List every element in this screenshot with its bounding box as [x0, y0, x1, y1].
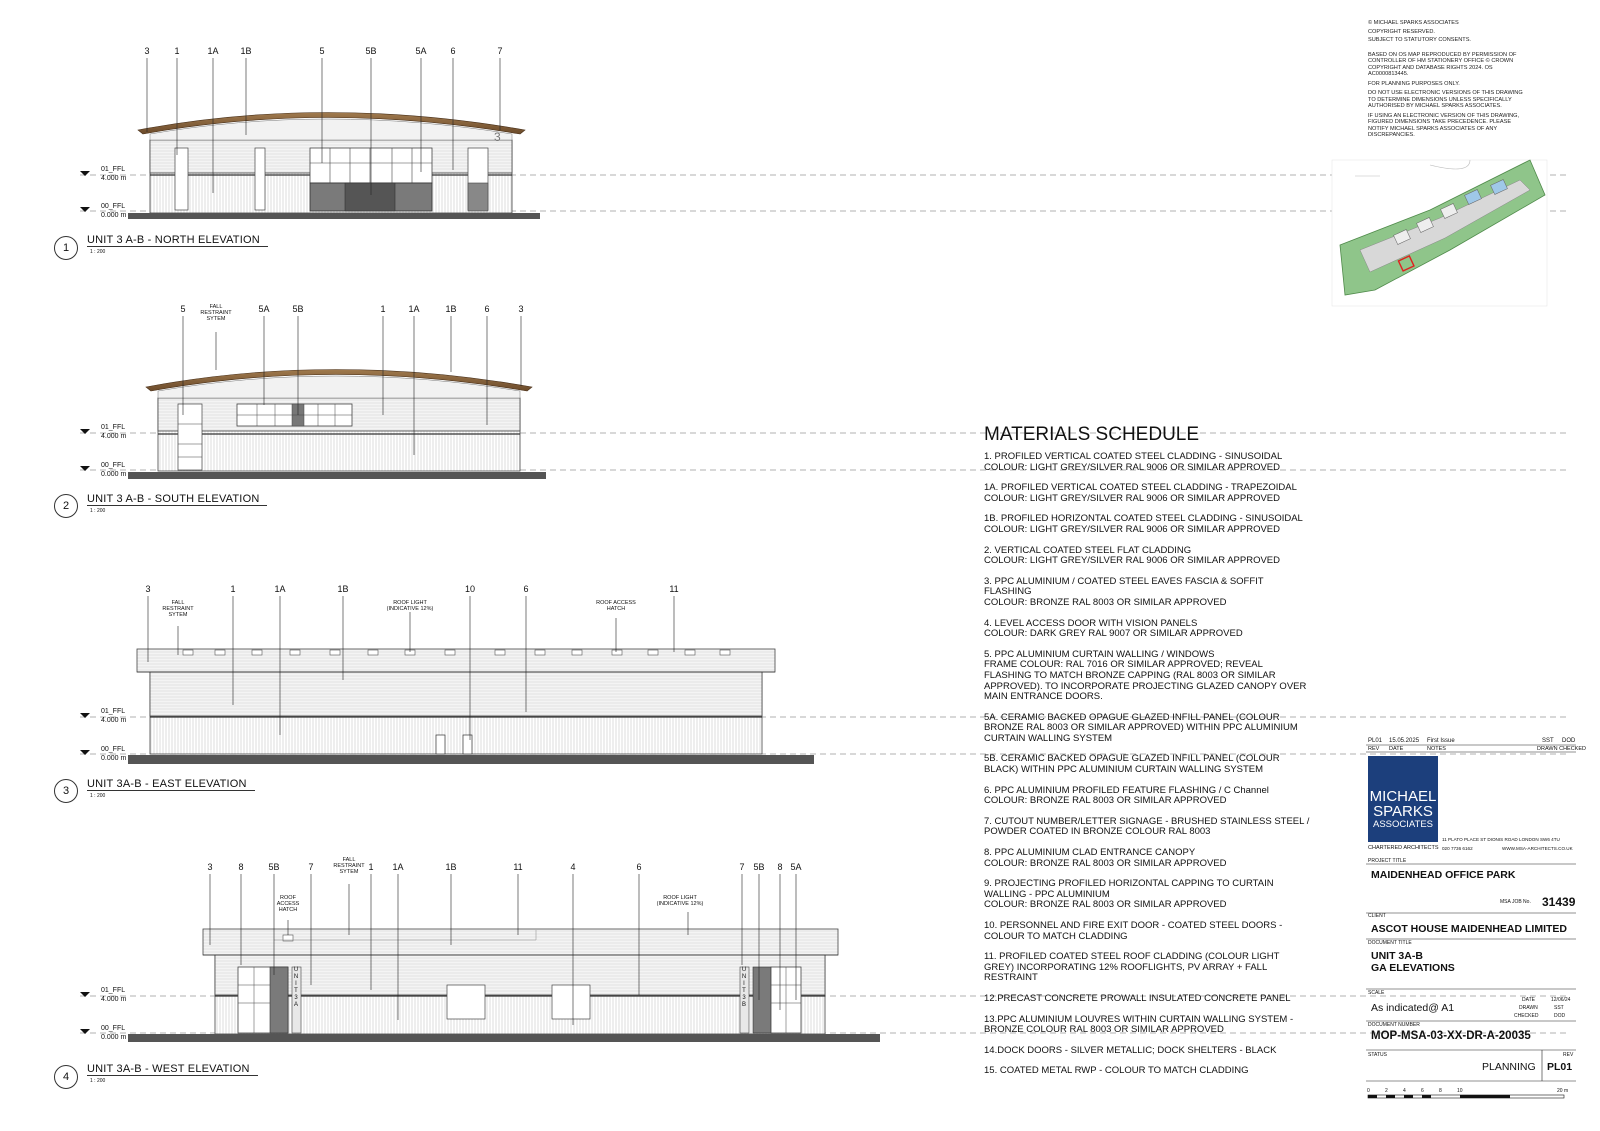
revision-header-notes: NOTES — [1427, 746, 1446, 752]
callout: 11 — [513, 862, 523, 872]
status-label: STATUS — [1368, 1052, 1387, 1058]
callout: 7 — [739, 862, 745, 872]
callout: 8 — [238, 862, 244, 872]
level-value: 4.000 m — [101, 717, 127, 724]
checked-by: DOD — [1554, 1013, 1566, 1019]
callout: 3 — [145, 584, 151, 594]
material-item: 5B. CERAMIC BACKED OPAGUE GLAZED INFILL PANEL (COLOUR BLACK) WITHIN PPC ALUMINIUM CURTAIN WALLING SYSTEM — [984, 753, 1280, 776]
material-item: 8. PPC ALUMINIUM CLAD ENTRANCE CANOPY COLOUR: BRONZE RAL 8003 OR SIMILAR APPROVED — [984, 847, 1227, 869]
level-value: 0.000 m — [101, 755, 127, 762]
office-website: WWW.MSA-ARCHITECTS.CO.UK — [1502, 846, 1573, 851]
scale-bar-tick: 20 m — [1557, 1088, 1569, 1094]
material-item: 5A. CERAMIC BACKED OPAGUE GLAZED INFILL PANEL (COLOUR BRONZE RAL 8003 OR SIMILAR APPROVED) WITHIN PPC ALUMINIUM CURTAIN WALLING SYSTEM — [984, 711, 1298, 744]
callout: 8 — [777, 862, 783, 872]
callout: 3 — [144, 46, 150, 56]
rev-label: REV — [1563, 1052, 1574, 1058]
annotation-note: FALL RESTRAINT SYTEM — [333, 857, 365, 875]
scale-bar — [1368, 1095, 1564, 1098]
material-item: 14.DOCK DOORS - SILVER METALLIC; DOCK SHELTERS - BLACK — [984, 1044, 1277, 1056]
level-name: 00_FFL — [101, 1025, 126, 1032]
copyright-line: © MICHAEL SPARKS ASSOCIATES — [1368, 20, 1459, 26]
callout: 6 — [523, 584, 529, 594]
view-number: 3 — [54, 779, 78, 803]
annotation-note: FALL RESTRAINT SYTEM — [200, 304, 232, 322]
document-title-label: DOCUMENT TITLE — [1368, 940, 1412, 946]
site-location-map — [1332, 160, 1547, 306]
project-title: MAIDENHEAD OFFICE PARK — [1371, 869, 1516, 881]
msa-logo — [1368, 789, 1438, 830]
material-item: 10. PERSONNEL AND FIRE EXIT DOOR - COATED STEEL DOORS - COLOUR TO MATCH CLADDING — [984, 920, 1283, 942]
material-item: 9. PROJECTING PROFILED HORIZONTAL CAPPING TO CURTAIN WALLING - PPC ALUMINIUM COLOUR: BRONZE RAL 8003 OR SIMILAR APPROVED — [984, 878, 1274, 911]
drawn-label: DRAWN — [1519, 1005, 1538, 1011]
callout: 6 — [636, 862, 642, 872]
callout: 5 — [180, 304, 186, 314]
drawing-scale: As indicated@ A1 — [1371, 1002, 1455, 1014]
level-name: 00_FFL — [101, 203, 126, 210]
revision-drawn: SST — [1542, 738, 1554, 744]
material-item: 1A. PROFILED VERTICAL COATED STEEL CLADDING - TRAPEZOIDAL COLOUR: LIGHT GREY/SILVER RAL 9006 OR SIMILAR APPROVED — [984, 482, 1297, 504]
logo-line: SPARKS — [1373, 803, 1433, 820]
callout: 1B — [337, 584, 349, 594]
scale-label: SCALE — [1368, 990, 1385, 996]
level-name: 00_FFL — [101, 462, 126, 469]
document-title-line1: UNIT 3A-B — [1371, 950, 1423, 962]
east-elevation-drawing — [80, 596, 1570, 764]
level-name: 01_FFL — [101, 708, 126, 715]
annotation-note: ROOF LIGHT (INDICATIVE 12%) — [656, 895, 704, 907]
unit-number-signage: 3 — [494, 130, 501, 144]
view-title: UNIT 3 A-B - NORTH ELEVATION — [87, 234, 268, 247]
level-value: 0.000 m — [101, 1034, 127, 1041]
callout: 3 — [207, 862, 213, 872]
level-value: 4.000 m — [101, 175, 127, 182]
unit-letter-signage: U N I T 3 B — [741, 967, 747, 1008]
callout: 1 — [380, 304, 386, 314]
callout: 11 — [669, 584, 679, 594]
materials-schedule — [984, 424, 1324, 1087]
level-value: 4.000 m — [101, 996, 127, 1003]
material-item: 4. LEVEL ACCESS DOOR WITH VISION PANELS COLOUR: DARK GREY RAL 9007 OR SIMILAR APPROVED — [984, 617, 1243, 640]
callout: 1B — [240, 46, 252, 56]
unit-letter-signage: U N I T 3 A — [293, 967, 299, 1008]
revision-header-drawn-checked: DRAWN CHECKED — [1537, 746, 1586, 752]
level-value: 0.000 m — [101, 212, 127, 219]
callout: 4 — [570, 862, 576, 872]
material-item: 13.PPC ALUMINIUM LOUVRES WITHIN CURTAIN WALLING SYSTEM - BRONZE COLOUR RAL 8003 OR SIMILAR APPROVED — [984, 1013, 1294, 1036]
callout: 7 — [308, 862, 314, 872]
status-value: PLANNING — [1482, 1061, 1536, 1073]
view-title: UNIT 3 A-B - SOUTH ELEVATION — [87, 493, 267, 506]
callout: 6 — [484, 304, 490, 314]
level-name: 01_FFL — [101, 424, 126, 431]
drawing-date: 12/06/24 — [1551, 997, 1571, 1003]
material-item: 2. VERTICAL COATED STEEL FLAT CLADDING COLOUR: LIGHT GREY/SILVER RAL 9006 OR SIMILAR APPROVED — [984, 544, 1281, 567]
client-name: ASCOT HOUSE MAIDENHEAD LIMITED — [1371, 923, 1568, 935]
callout: 1A — [274, 584, 286, 594]
materials-list — [984, 452, 1324, 1077]
scale-bar-tick: 10 — [1457, 1088, 1463, 1094]
level-name: 01_FFL — [101, 166, 126, 173]
revision-checked: DOD — [1562, 738, 1576, 744]
material-item: 11. PROFILED COATED STEEL ROOF CLADDING (COLOUR LIGHT GREY) INCORPORATING 12% ROOFLIGHTS, PV ARRAY + FALL RESTRAINT — [984, 951, 1280, 984]
callout: 5B — [753, 862, 765, 872]
level-value: 4.000 m — [101, 433, 127, 440]
view-number: 1 — [54, 236, 78, 260]
drawn-by: SST — [1554, 1005, 1564, 1011]
job-number-label: MSA JOB No. — [1500, 899, 1531, 905]
scale-bar-tick: 6 — [1421, 1088, 1424, 1094]
revision-header-rev: REV — [1368, 746, 1380, 752]
copyright-notes — [1368, 20, 1528, 139]
copyright-line: FOR PLANNING PURPOSES ONLY. — [1368, 80, 1460, 87]
materials-schedule-title: MATERIALS SCHEDULE — [984, 424, 1200, 445]
callout: 6 — [450, 46, 456, 56]
material-item: 1B. PROFILED HORIZONTAL COATED STEEL CLADDING - SINUSOIDAL COLOUR: LIGHT GREY/SILVER RAL 9006 OR SIMILAR APPROVED — [984, 513, 1303, 535]
callout: 3 — [518, 304, 524, 314]
callout: 5B — [365, 46, 377, 56]
rev-value: PL01 — [1547, 1061, 1573, 1073]
level-name: 00_FFL — [101, 746, 126, 753]
logo-line: ASSOCIATES — [1372, 819, 1433, 830]
callout: 5A — [258, 304, 270, 314]
material-item: 3. PPC ALUMINIUM / COATED STEEL EAVES FASCIA & SOFFIT FLASHING COLOUR: BRONZE RAL 8003 OR SIMILAR APPROVED — [984, 575, 1264, 608]
material-item: 1. PROFILED VERTICAL COATED STEEL CLADDING - SINUSOIDAL COLOUR: LIGHT GREY/SILVER RAL 9006 OR SIMILAR APPROVED — [984, 451, 1283, 473]
level-name: 01_FFL — [101, 987, 126, 994]
callout: 5B — [292, 304, 304, 314]
callout: 5A — [415, 46, 427, 56]
view-scale: 1 : 200 — [90, 508, 106, 514]
view-title: UNIT 3A-B - WEST ELEVATION — [87, 1063, 258, 1076]
annotation-note: FALL RESTRAINT SYTEM — [162, 600, 194, 618]
document-title-line2: GA ELEVATIONS — [1371, 962, 1455, 974]
material-item: 15. COATED METAL RWP - COLOUR TO MATCH CLADDING — [984, 1065, 1249, 1077]
callout: 7 — [497, 46, 503, 56]
revision-rev: PL01 — [1368, 738, 1383, 744]
chartered-architects: CHARTERED ARCHITECTS — [1368, 845, 1439, 851]
client-label: CLIENT — [1368, 913, 1386, 919]
job-number: 31439 — [1542, 895, 1576, 909]
view-number: 2 — [54, 494, 78, 518]
callout: 10 — [464, 584, 476, 594]
scale-bar-tick: 0 — [1367, 1088, 1370, 1094]
material-item: 12.PRECAST CONCRETE PROWALL INSULATED CONCRETE PANEL — [984, 992, 1291, 1004]
view-scale: 1 : 200 — [90, 793, 106, 799]
document-number: MOP-MSA-03-XX-DR-A-20035 — [1371, 1030, 1531, 1042]
annotation-note: ROOF LIGHT (INDICATIVE 12%) — [386, 600, 434, 612]
office-address: 11 PLATO PLACE ST DIONIS ROAD LONDON SW6 4TU — [1442, 837, 1560, 842]
revision-header-date: DATE — [1389, 746, 1404, 752]
callout: 1B — [445, 862, 457, 872]
copyright-line: BASED ON OS MAP REPRODUCED BY PERMISSION OF CONTROLLER OF HM STATIONERY OFFICE © CROWN COPYRIGHT AND DATABASE RIGHTS 2024. OS AC0000813445. — [1368, 51, 1517, 77]
callout: 5A — [790, 862, 802, 872]
callout: 1B — [445, 304, 457, 314]
callout: 5B — [268, 862, 280, 872]
callout: 5 — [319, 46, 325, 56]
material-item: 5. PPC ALUMINIUM CURTAIN WALLING / WINDOWS FRAME COLOUR: RAL 7016 OR SIMILAR APPROVED; REVEAL FLASHING TO MATCH BRONZE CAPPING (RAL 8003 OR SIMILAR APPROVED). TO INCORPORATE PROJECTING GLAZED CANOPY OVER MAIN ENTRANCE DOORS. — [984, 648, 1307, 703]
annotation-note: ROOF ACCESS HATCH — [276, 895, 300, 913]
level-value: 0.000 m — [101, 471, 127, 478]
copyright-line: COPYRIGHT RESERVED. — [1368, 28, 1435, 35]
view-scale: 1 : 200 — [90, 1078, 106, 1084]
scale-bar-tick: 2 — [1385, 1088, 1388, 1094]
revision-notes: First Issue — [1427, 738, 1455, 744]
copyright-line: DO NOT USE ELECTRONIC VERSIONS OF THIS DRAWING TO DETERMINE DIMENSIONS UNLESS SPECIFICALLY AUTHORISED BY MICHAEL SPARKS ASSOCIATES. — [1368, 90, 1523, 109]
material-item: 7. CUTOUT NUMBER/LETTER SIGNAGE - BRUSHED STAINLESS STEEL / POWDER COATED IN BRONZE COLOUR RAL 8003 — [984, 815, 1310, 838]
date-label: DATE — [1522, 997, 1535, 1003]
logo-line: MICHAEL — [1369, 788, 1437, 805]
callout: 1 — [230, 584, 236, 594]
view-title: UNIT 3A-B - EAST ELEVATION — [87, 778, 255, 791]
callout: 1A — [392, 862, 404, 872]
callout: 1 — [368, 862, 374, 872]
callout: 1 — [174, 46, 180, 56]
checked-label: CHECKED — [1514, 1013, 1539, 1019]
document-number-label: DOCUMENT NUMBER — [1368, 1022, 1420, 1028]
revision-date: 15.05.2025 — [1389, 738, 1420, 744]
material-item: 6. PPC ALUMINIUM PROFILED FEATURE FLASHING / C Channel COLOUR: BRONZE RAL 8003 OR SIMILAR APPROVED — [984, 784, 1269, 807]
scale-bar-tick: 8 — [1439, 1088, 1442, 1094]
view-number: 4 — [54, 1065, 78, 1089]
annotation-note: ROOF ACCESS HATCH — [596, 600, 636, 612]
project-title-label: PROJECT TITLE — [1368, 858, 1407, 864]
view-scale: 1 : 200 — [90, 249, 106, 255]
south-elevation-drawing — [80, 316, 1570, 479]
copyright-line: SUBJECT TO STATUTORY CONSENTS. — [1368, 37, 1471, 43]
scale-bar-tick: 4 — [1403, 1088, 1406, 1094]
office-phone: 020 7736 6162 — [1442, 846, 1473, 851]
copyright-line: IF USING AN ELECTRONIC VERSION OF THIS DRAWING, FIGURED DIMENSIONS TAKE PRECEDENCE. PLEASE NOTIFY MICHAEL SPARKS ASSOCIATES OF ANY DISCREPANCIES. — [1368, 112, 1520, 138]
callout: 1A — [408, 304, 420, 314]
callout: 1A — [207, 46, 219, 56]
